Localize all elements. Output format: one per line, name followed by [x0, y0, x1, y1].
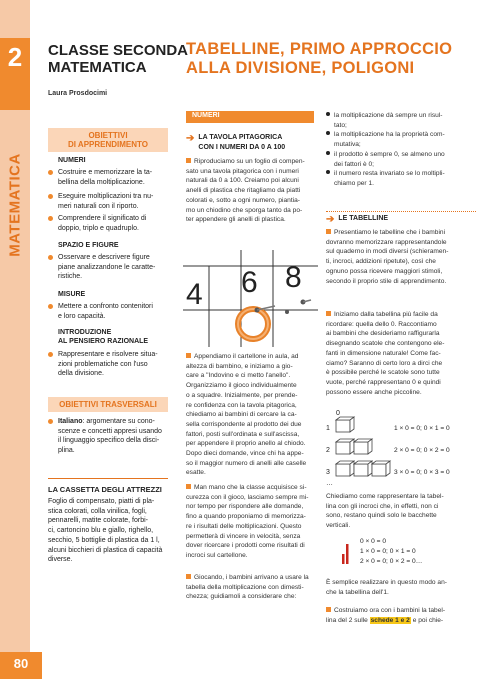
objective-item: Eseguire moltiplicazioni tra nu- meri naturali con il riporto.: [48, 192, 166, 211]
equation: 1 × 0 = 0; 0 × 1 = 0: [394, 425, 450, 432]
transversal-header: OBIETTIVI TRASVERSALI: [48, 397, 168, 412]
paragraph: Riproduciamo su un foglio di compen- sato una tavola pitagorica con i numeri naturali da 0 a 100. Creiamo poi alcuni anelli di plastica che ritagliamo da piatti colorati e, sotto a ogni numero, piantia- mo un chiodino che sporga tanto da po- ter appendere gli anelli di plastica.: [186, 158, 305, 224]
row-number: 1: [326, 425, 330, 432]
paragraph: Costruiamo ora con i bambini la tabel- lina del 2 sulle schede 1 e 2 e poi chie-: [326, 607, 446, 624]
paragraph: Giocando, i bambini arrivano a usare la tabella della moltiplicazione con dimesti- chezza; guidiamoli a considerare che:: [186, 574, 309, 601]
toolbox-text: Foglio di compensato, piatti di pla- stica colorati, colla vinilica, fogli, pennarelli, matite colorate, forbi- ci, cartoncino blu e giallo, righello, secchio, 5 bottiglie di plastica da 1 l, alcuni bicchieri di plastica di capacità diverse.: [48, 498, 163, 564]
objective-item: Osservare e descrivere figure piane analizzandone le caratte- ristiche.: [48, 253, 166, 282]
board-number: 4: [186, 278, 203, 311]
numeri-tag: NUMERI: [186, 111, 314, 123]
section-heading-tabelline: ➔ LE TABELLINE: [326, 214, 389, 225]
row-number: 3: [326, 469, 330, 476]
bars-diagram: [340, 534, 480, 570]
section-heading-pitagorica: ➔ LA TAVOLA PITAGORICA CON I NUMERI DA 0 A 100: [186, 133, 286, 151]
equation: 3 × 0 = 0; 0 × 3 = 0: [394, 469, 450, 476]
equation: 2 × 0 = 0; 0 × 2 = 0: [394, 447, 450, 454]
paragraph: È semplice realizzare in questo modo an- che la tabellina dell'1.: [326, 579, 447, 596]
divider: [326, 211, 476, 212]
main-title: TABELLINE, PRIMO APPROCCIO ALLA DIVISIONE, POLIGONI: [186, 40, 453, 77]
board-number: 6: [241, 266, 258, 299]
subject-vertical-label: MATEMATICA: [6, 153, 24, 257]
pegboard-illustration: [183, 232, 318, 347]
author: Laura Prosdocimi: [48, 90, 108, 97]
spazio-label: SPAZIO E FIGURE: [58, 242, 119, 249]
paragraph: Iniziamo dalla tabellina più facile da ricordare: quella dello 0. Raccontiamo ai bambini che desideriamo raffigurarla disegnando scatole che contengono ele- fanti in dimensione naturale! Come fac- ciamo? Saranno di certo loro a dirci che è possibile perché le scatole sono tutte vuote, perché rappresentano 0 e quindi possono essere anche piccoline.: [326, 311, 445, 396]
objective-item: Mettere a confronto contenitori e loro capacità.: [48, 302, 166, 321]
paragraph: Appendiamo il cartellone in aula, ad altezza di bambino, e iniziamo a gio- care a "Indovino e ci metto l'anello". Organizziamo il gioco individualmente o a squadre. Inizialmente, per prende- re confidenza con la tavola pitagorica, chiediamo ai bambini di cercare la ca- sella corrispondente al prodotto dei due fattori, posti sull'ordinata e sull'ascissa, per appendere il proprio anello al chiodo. Dopo dieci domande, vince chi ha appe- so il maggior numero di anelli alle caselle esatte.: [186, 353, 307, 477]
bars-line: 1 × 0 = 0; 0 × 1 = 0: [360, 548, 416, 555]
boxes-top-label: 0: [336, 410, 340, 417]
row-number: 2: [326, 447, 330, 454]
highlighted-reference: schede 1 e 2: [370, 616, 410, 624]
divider: [48, 478, 168, 479]
ellipsis: …: [326, 480, 333, 486]
boxes-diagram: [326, 408, 486, 486]
paragraph: Chiediamo come rappresentare la tabel- lina con gli incroci che, in effetti, non ci sono, restano quindi solo le bacchette verticali.: [326, 493, 444, 530]
arrow-icon: ➔: [326, 214, 335, 225]
transversal-item: Italiano: argomentare su cono- scenze e concetti appresi usando il linguaggio specifico della disci- plina.: [48, 417, 166, 455]
misure-label: MISURE: [58, 291, 86, 298]
properties-list: la moltiplicazione dà sempre un risul- tato; la moltiplicazione ha la proprietà com- mutativa; il prodotto è sempre 0, se almeno uno dei fattori è 0; il numero resta invariato se lo moltipli- chiamo per 1.: [326, 111, 486, 189]
page-number: 80: [13, 656, 29, 671]
grade-number: 2: [7, 42, 23, 72]
paragraph: Presentiamo le tabelline che i bambini dovranno memorizzare rappresentandole sul quaderno in modi diversi (schieramen- ti, incroci, addizioni ripetute), così che ognuno possa ricevere maggiori stimoli, secondo il proprio stile di apprendimento.: [326, 229, 449, 285]
intro-label: INTRODUZIONE AL PENSIERO RAZIONALE: [58, 329, 149, 345]
toolbox-title: LA CASSETTA DEGLI ATTREZZI: [48, 485, 162, 494]
objective-item: Costruire e memorizzare la ta- bellina della moltiplicazione.: [48, 168, 166, 187]
objective-item: Comprendere il significato di doppio, triplo e quadruplo.: [48, 214, 166, 233]
numeri-label: NUMERI: [58, 157, 86, 164]
objectives-header: OBIETTIVI DI APPRENDIMENTO: [48, 128, 168, 152]
left-title: CLASSE SECONDA MATEMATICA: [48, 42, 189, 76]
arrow-icon: ➔: [186, 133, 195, 144]
bars-line: 2 × 0 = 0; 0 × 2 = 0…: [360, 558, 423, 565]
board-number: 8: [285, 261, 302, 294]
bars-line: 0 × 0 = 0: [360, 538, 387, 545]
paragraph: Man mano che la classe acquisisce si- curezza con il gioco, lasciamo sempre mi- nor tempo per rispondere alle domande, fino a quando proponiamo di memorizza- re i risultati delle moltiplicazioni. Questo permetterà di vincere in velocità, senza dover ricercare i prodotti come risultati di incroci sul cartellone.: [186, 484, 309, 559]
objective-item: Rappresentare e risolvere situa- zioni problematiche con l'uso della divisione.: [48, 350, 166, 379]
